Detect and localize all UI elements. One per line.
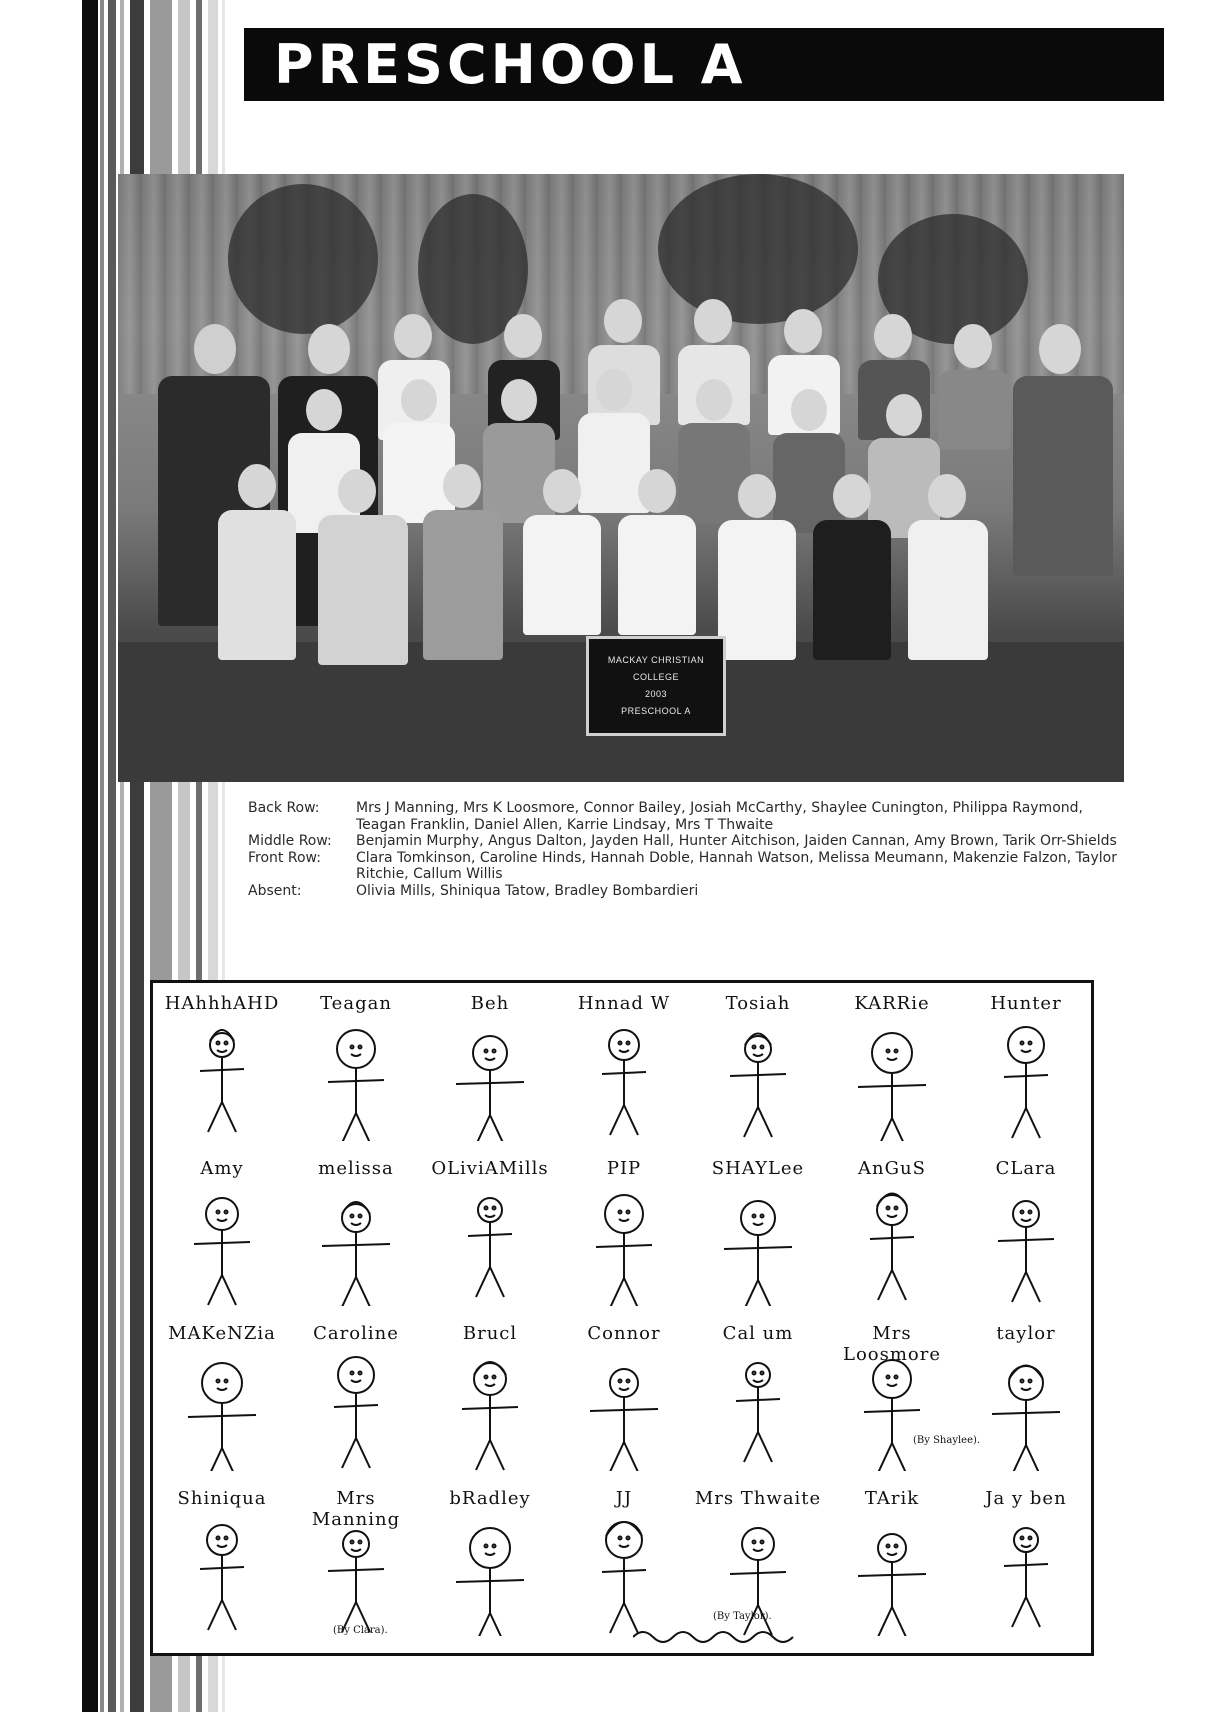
stick-figure-drawing <box>172 1516 272 1636</box>
drawing-label: Tosiah <box>725 993 791 1014</box>
stick-figure-drawing <box>306 1186 406 1306</box>
drawing-label: MAKeNZia <box>168 1323 276 1344</box>
drawing-label: Mrs Manning <box>311 1488 401 1530</box>
drawing-label: Brucl <box>462 1323 518 1344</box>
drawing-label: KARRie <box>854 993 930 1014</box>
drawing-cell <box>959 1152 1093 1317</box>
drawing-cell <box>691 1317 825 1482</box>
drawing-label: Mrs Thwaite <box>694 1488 822 1509</box>
stick-figure-drawing <box>842 1186 942 1306</box>
drawing-label: JJ <box>615 1488 633 1509</box>
drawing-cell <box>825 987 959 1152</box>
stick-figure-drawing <box>708 1186 808 1306</box>
drawing-cell <box>825 1482 959 1647</box>
drawing-label: Beh <box>470 993 510 1014</box>
drawing-cell <box>289 1152 423 1317</box>
stick-figure-drawing <box>574 1021 674 1141</box>
caption-row-absent <box>248 883 1128 900</box>
row-names: Clara Tomkinson, Caroline Hinds, Hannah Doble, Hannah Watson, Melissa Meumann, Makenzie Falzon, Taylor Ritchie, Callum Willis <box>356 849 1117 882</box>
drawing-cell <box>289 1317 423 1482</box>
caption-row-back <box>248 800 1128 833</box>
drawing-credit: (By Clara). <box>333 1625 388 1636</box>
plaque-line: 2003 <box>644 689 668 699</box>
drawing-label: melissa <box>318 1158 394 1179</box>
stick-figure-drawing <box>842 1021 942 1141</box>
drawing-cell <box>557 1152 691 1317</box>
stick-figure-drawing <box>708 1021 808 1141</box>
drawing-cell <box>691 1152 825 1317</box>
drawing-label: SHAYLee <box>711 1158 805 1179</box>
stick-figure-drawing <box>842 1516 942 1636</box>
drawing-label: taylor <box>996 1323 1056 1344</box>
children-drawings-panel <box>150 980 1094 1656</box>
drawing-label: Connor <box>587 1323 661 1344</box>
drawing-cell <box>691 1482 825 1647</box>
drawing-cell <box>959 1317 1093 1482</box>
drawing-cell <box>155 987 289 1152</box>
drawing-label: Mrs Loosmore <box>842 1323 942 1365</box>
drawing-cell <box>155 1482 289 1647</box>
stick-figure-drawing <box>574 1351 674 1471</box>
photo-caption <box>248 800 1128 899</box>
stick-figure-drawing <box>306 1021 406 1141</box>
drawing-label: Hunter <box>990 993 1062 1014</box>
stick-figure-drawing <box>440 1516 540 1636</box>
stick-figure-drawing <box>440 1021 540 1141</box>
class-plaque <box>586 636 726 736</box>
stick-figure-drawing <box>976 1516 1076 1636</box>
caption-row-front <box>248 850 1128 883</box>
page-title: PRESCHOOL A <box>274 33 747 96</box>
stick-figure-drawing <box>842 1351 942 1471</box>
drawing-cell <box>557 1317 691 1482</box>
row-names: Mrs J Manning, Mrs K Loosmore, Connor Bailey, Josiah McCarthy, Shaylee Cunington, Philippa Raymond, Teagan Franklin, Daniel Allen, Karrie Lindsay, Mrs T Thwaite <box>356 800 1083 833</box>
stick-figure-drawing <box>440 1186 540 1306</box>
title-banner <box>244 28 1164 101</box>
drawing-label: Hnnad W <box>577 993 671 1014</box>
stick-figure-drawing <box>172 1021 272 1141</box>
row-label: Middle Row: <box>248 833 332 849</box>
stick-figure-drawing <box>172 1351 272 1471</box>
drawing-cell <box>825 1317 959 1482</box>
drawing-label: Caroline <box>313 1323 399 1344</box>
row-label: Back Row: <box>248 800 320 816</box>
drawing-cell <box>423 987 557 1152</box>
drawing-label: Amy <box>200 1158 244 1179</box>
drawing-cell <box>959 1482 1093 1647</box>
drawing-label: bRadley <box>449 1488 531 1509</box>
stick-figure-drawing <box>306 1351 406 1471</box>
drawing-label: OLiviAMills <box>431 1158 549 1179</box>
drawing-cell <box>423 1317 557 1482</box>
stick-figure-drawing <box>976 1351 1076 1471</box>
drawing-cell <box>825 1152 959 1317</box>
drawing-label: Teagan <box>320 993 392 1014</box>
drawing-label: PIP <box>606 1158 642 1179</box>
drawing-label: Shiniqua <box>177 1488 267 1509</box>
drawing-label: CLara <box>995 1158 1057 1179</box>
class-photo <box>118 174 1124 782</box>
drawing-cell <box>423 1482 557 1647</box>
drawing-cell <box>557 987 691 1152</box>
drawing-cell <box>959 987 1093 1152</box>
stick-figure-drawing <box>574 1186 674 1306</box>
stick-figure-drawing <box>306 1516 406 1636</box>
drawing-label: HAhhhAHD <box>164 993 280 1014</box>
drawing-cell <box>557 1482 691 1647</box>
drawing-label: Cal um <box>722 1323 794 1344</box>
drawing-label: Ja y ben <box>985 1488 1067 1509</box>
plaque-line: COLLEGE <box>632 672 680 682</box>
stick-figure-drawing <box>172 1186 272 1306</box>
drawing-label: TArik <box>864 1488 920 1509</box>
drawing-cell <box>691 987 825 1152</box>
drawing-cell <box>155 1152 289 1317</box>
drawing-credit: (By Shaylee). <box>913 1435 981 1446</box>
plaque-line: MACKAY CHRISTIAN <box>607 655 705 665</box>
drawing-label: AnGuS <box>858 1158 926 1179</box>
drawing-credit: (By Taylor). <box>713 1611 772 1622</box>
drawing-cell <box>423 1152 557 1317</box>
plaque-line: PRESCHOOL A <box>621 706 691 716</box>
stick-figure-drawing <box>976 1186 1076 1306</box>
row-names: Benjamin Murphy, Angus Dalton, Jayden Hall, Hunter Aitchison, Jaiden Cannan, Amy Brown, Tarik Orr-Shields <box>356 833 1117 849</box>
stick-figure-drawing <box>708 1516 808 1636</box>
stick-figure-drawing <box>976 1021 1076 1141</box>
drawing-cell <box>289 987 423 1152</box>
caption-row-middle <box>248 833 1128 850</box>
row-label: Front Row: <box>248 849 321 866</box>
row-label: Absent: <box>248 882 302 899</box>
stick-figure-drawing <box>708 1351 808 1471</box>
drawing-cell <box>155 1317 289 1482</box>
drawing-cell <box>289 1482 423 1647</box>
row-names: Olivia Mills, Shiniqua Tatow, Bradley Bombardieri <box>356 882 699 899</box>
stick-figure-drawing <box>574 1516 674 1636</box>
stick-figure-drawing <box>440 1351 540 1471</box>
